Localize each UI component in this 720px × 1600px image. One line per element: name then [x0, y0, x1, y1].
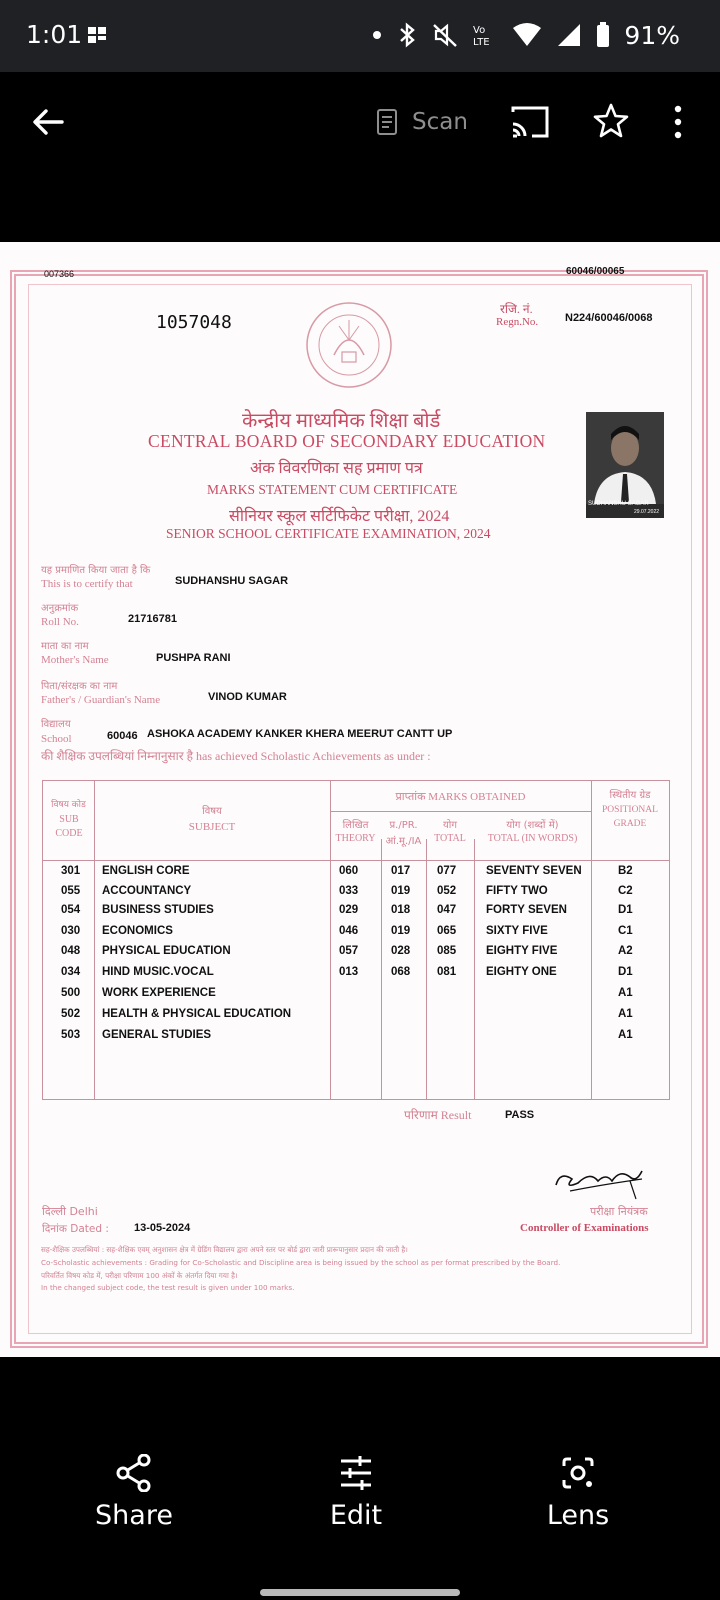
- cell-grade: A1: [618, 1008, 633, 1020]
- cell-code: 055: [61, 885, 81, 897]
- board-name-hindi: केन्द्रीय माध्यमिक शिक्षा बोर्ड: [242, 410, 441, 432]
- scan-button[interactable]: [374, 100, 468, 144]
- cell-code: 054: [61, 904, 81, 916]
- scan-document-icon: [374, 107, 400, 137]
- cell-words: EIGHTY FIVE: [486, 945, 558, 957]
- exam-title-english: SENIOR SCHOOL CERTIFICATE EXAMINATION, 2024: [166, 526, 491, 541]
- school-code: 60046: [107, 730, 138, 742]
- more-options-icon[interactable]: [668, 104, 688, 140]
- regn-label-en: Regn.No.: [496, 316, 539, 328]
- student-name: SUDHANSHU SAGAR: [175, 575, 289, 587]
- cell-total: 047: [437, 904, 457, 916]
- share-icon: [116, 1454, 152, 1492]
- cell-words: FORTY SEVEN: [486, 904, 567, 916]
- cell-total: 085: [437, 945, 457, 957]
- cell-total: 081: [437, 966, 457, 978]
- bluetooth-icon: [396, 22, 418, 48]
- cell-name: PHYSICAL EDUCATION: [102, 945, 231, 957]
- table-col-divider: [426, 839, 427, 1099]
- school-label-english: School: [41, 733, 72, 745]
- cell-pr: 028: [391, 945, 411, 957]
- edit-button[interactable]: [296, 1454, 416, 1554]
- header-subcode-hindi: विषय कोड: [51, 800, 86, 810]
- cell-code: 500: [61, 987, 81, 999]
- cell-grade: C2: [618, 885, 633, 897]
- certify-label-english: This is to certify that: [41, 578, 133, 590]
- header-grade-hindi: स्थितीय ग्रेड: [609, 790, 651, 801]
- cell-code: 030: [61, 925, 81, 937]
- status-time: 1:01: [26, 20, 83, 49]
- back-arrow-icon[interactable]: [28, 102, 68, 142]
- bottom-action-bar: [0, 1440, 720, 1600]
- svg-text:Vo: Vo: [473, 25, 486, 36]
- lens-label: Lens: [546, 1500, 610, 1531]
- result-value: PASS: [505, 1109, 535, 1121]
- lens-button[interactable]: [518, 1454, 638, 1554]
- header-subject-english: SUBJECT: [188, 821, 236, 833]
- serial-top-left: 007366: [44, 269, 75, 279]
- viewer-toolbar: [0, 72, 720, 172]
- cell-code: 034: [61, 966, 81, 978]
- cell-theory: 013: [339, 966, 359, 978]
- cell-name: WORK EXPERIENCE: [102, 987, 216, 999]
- volte-icon: [472, 22, 498, 48]
- battery-percent: 91%: [624, 20, 680, 50]
- statement-title-english: MARKS STATEMENT CUM CERTIFICATE: [207, 482, 458, 497]
- home-gesture-bar[interactable]: [260, 1589, 460, 1596]
- cell-grade: C1: [618, 925, 633, 937]
- roll-label-english: Roll No.: [41, 616, 79, 628]
- document-photo[interactable]: [0, 242, 720, 1357]
- share-button[interactable]: [74, 1454, 194, 1554]
- mute-icon: [432, 22, 458, 48]
- cell-code: 503: [61, 1029, 81, 1041]
- cell-words: SEVENTY SEVEN: [486, 865, 582, 877]
- header-subcode-english: SUB CODE: [55, 814, 83, 839]
- header-grade-english: POSITIONAL GRADE: [602, 805, 658, 829]
- exam-title-hindi: सीनियर स्कूल सर्टिफिकेट परीक्षा, 2024: [229, 508, 450, 525]
- dated-value: 13-05-2024: [134, 1222, 191, 1234]
- mother-name: PUSHPA RANI: [156, 652, 231, 664]
- controller-signature-icon: [550, 1157, 650, 1203]
- header-total-hindi: योग: [442, 820, 458, 831]
- header-total-english: TOTAL: [434, 833, 466, 844]
- statement-title-hindi: अंक विवरणिका सह प्रमाण पत्र: [250, 460, 423, 477]
- cell-code: 048: [61, 945, 81, 957]
- header-subject-hindi: विषय: [202, 806, 222, 817]
- cell-code: 502: [61, 1008, 81, 1020]
- school-name: ASHOKA ACADEMY KANKER KHERA MEERUT CANTT UP: [147, 728, 453, 740]
- dot-icon: [372, 30, 382, 40]
- cell-name: HEALTH & PHYSICAL EDUCATION: [102, 1008, 292, 1020]
- note1-hindi: सह-शैक्षिक उपलब्धियां : सह-शैक्षिक एवम् अनुशासन क्षेत्र में ग्रेडिंग विद्यालय द्वारा अपने स्तर पर बोर्ड द्वारा जारी प्रारूपानुसार प्रदान की जाती है।: [41, 1245, 408, 1254]
- lens-icon: [560, 1454, 596, 1492]
- dated-label: दिनांक Dated :: [42, 1223, 109, 1235]
- result-label: परिणाम Result: [404, 1108, 472, 1122]
- table-col-divider: [330, 811, 331, 1099]
- header-words-hindi: योग (शब्दों में): [506, 820, 559, 831]
- table-col-divider: [381, 839, 382, 1099]
- note1-english: Co-Scholastic achievements : Grading for Co-Scholastic and Discipline area is being issued by the school as per format prescribed by the Board.: [41, 1258, 561, 1267]
- app-notification-icon: [88, 27, 106, 45]
- table-row-divider: [330, 811, 591, 812]
- cell-name: ACCOUNTANCY: [102, 885, 192, 897]
- table-col-divider: [474, 839, 475, 1099]
- cell-pr: 017: [391, 865, 411, 877]
- share-label: Share: [95, 1500, 173, 1531]
- roll-label-hindi: अनुक्रमांक: [41, 603, 79, 614]
- note2-english: In the changed subject code, the test result is given under 100 marks.: [41, 1283, 295, 1292]
- cell-theory: 057: [339, 945, 359, 957]
- cell-grade: D1: [618, 904, 633, 916]
- cell-theory: 046: [339, 925, 359, 937]
- svg-text:LTE: LTE: [473, 37, 491, 48]
- cell-name: HIND MUSIC.VOCAL: [102, 966, 214, 978]
- cast-icon[interactable]: [510, 104, 550, 140]
- board-name-english: CENTRAL BOARD OF SECONDARY EDUCATION: [148, 431, 546, 451]
- edit-sliders-icon: [338, 1454, 374, 1492]
- photo-caption: SUDHANSHU SAGAR: [588, 501, 649, 507]
- marks-table: [42, 780, 670, 1100]
- header-marks-obtained: प्राप्तांक MARKS OBTAINED: [395, 791, 526, 803]
- wifi-icon: [512, 22, 542, 48]
- place-label: दिल्ली Delhi: [42, 1205, 98, 1218]
- cell-code: 301: [61, 865, 81, 877]
- cell-words: EIGHTY ONE: [486, 966, 557, 978]
- header-words-english: TOTAL (IN WORDS): [487, 833, 578, 844]
- cell-theory: 033: [339, 885, 359, 897]
- status-bar: [0, 0, 720, 72]
- cell-pr: 019: [391, 885, 411, 897]
- scan-label: Scan: [412, 109, 468, 135]
- cell-words: FIFTY TWO: [486, 885, 548, 897]
- certify-label-hindi: यह प्रमाणित किया जाता है कि: [41, 565, 151, 576]
- note2-hindi: परिवर्तित विषय कोड में, परीक्षा परिणाम 100 अंकों के अंतर्गत दिया गया है।: [41, 1271, 238, 1280]
- mother-label-hindi: माता का नाम: [41, 641, 89, 652]
- cell-grade: D1: [618, 966, 633, 978]
- cell-grade: B2: [618, 865, 633, 877]
- father-label-english: Father's / Guardian's Name: [41, 694, 161, 706]
- cell-theory: 060: [339, 865, 359, 877]
- photo-date: 29.07.2022: [634, 509, 660, 515]
- cell-pr: 068: [391, 966, 411, 978]
- regn-label-hi: रजि. नं.: [500, 302, 533, 316]
- cell-name: GENERAL STUDIES: [102, 1029, 212, 1041]
- cell-pr: 019: [391, 925, 411, 937]
- cell-words: SIXTY FIVE: [486, 925, 548, 937]
- certificate-number: 1057048: [156, 312, 232, 333]
- achievements-intro: की शैक्षिक उपलब्धियां निम्नानुसार है has achieved Scholastic Achievements as under :: [41, 749, 431, 763]
- star-icon[interactable]: [592, 102, 630, 140]
- regn-number: N224/60046/0068: [565, 312, 653, 324]
- header-theory-english: THEORY: [335, 833, 376, 844]
- signal-icon: [556, 22, 582, 48]
- table-col-divider: [591, 781, 592, 1099]
- cell-pr: 018: [391, 904, 411, 916]
- edit-label: Edit: [329, 1500, 383, 1531]
- father-label-hindi: पिता/संरक्षक का नाम: [41, 681, 118, 692]
- cell-grade: A1: [618, 987, 633, 999]
- cell-grade: A1: [618, 1029, 633, 1041]
- cell-theory: 029: [339, 904, 359, 916]
- student-portrait-icon: [586, 412, 664, 504]
- controller-english: Controller of Examinations: [520, 1222, 649, 1234]
- cell-total: 065: [437, 925, 457, 937]
- father-name: VINOD KUMAR: [208, 691, 287, 703]
- roll-number: 21716781: [128, 613, 177, 625]
- battery-icon: [596, 22, 610, 48]
- header-ia-english: आं.मू./IA: [385, 836, 422, 847]
- school-label-hindi: विद्यालय: [41, 719, 71, 730]
- cell-name: ECONOMICS: [102, 925, 173, 937]
- cell-total: 052: [437, 885, 457, 897]
- cell-name: ENGLISH CORE: [102, 865, 190, 877]
- controller-hindi: परीक्षा नियंत्रक: [590, 1205, 648, 1218]
- cbse-emblem-icon: [304, 300, 394, 390]
- code-top-right: 60046/00065: [566, 266, 625, 277]
- cell-total: 077: [437, 865, 457, 877]
- mother-label-english: Mother's Name: [41, 654, 109, 666]
- cell-grade: A2: [618, 945, 633, 957]
- header-pr-hindi: प्र./PR.: [389, 820, 418, 831]
- table-header-divider: [43, 860, 669, 861]
- cell-name: BUSINESS STUDIES: [102, 904, 214, 916]
- header-theory-hindi: लिखित: [342, 820, 369, 831]
- student-photo: [586, 412, 664, 518]
